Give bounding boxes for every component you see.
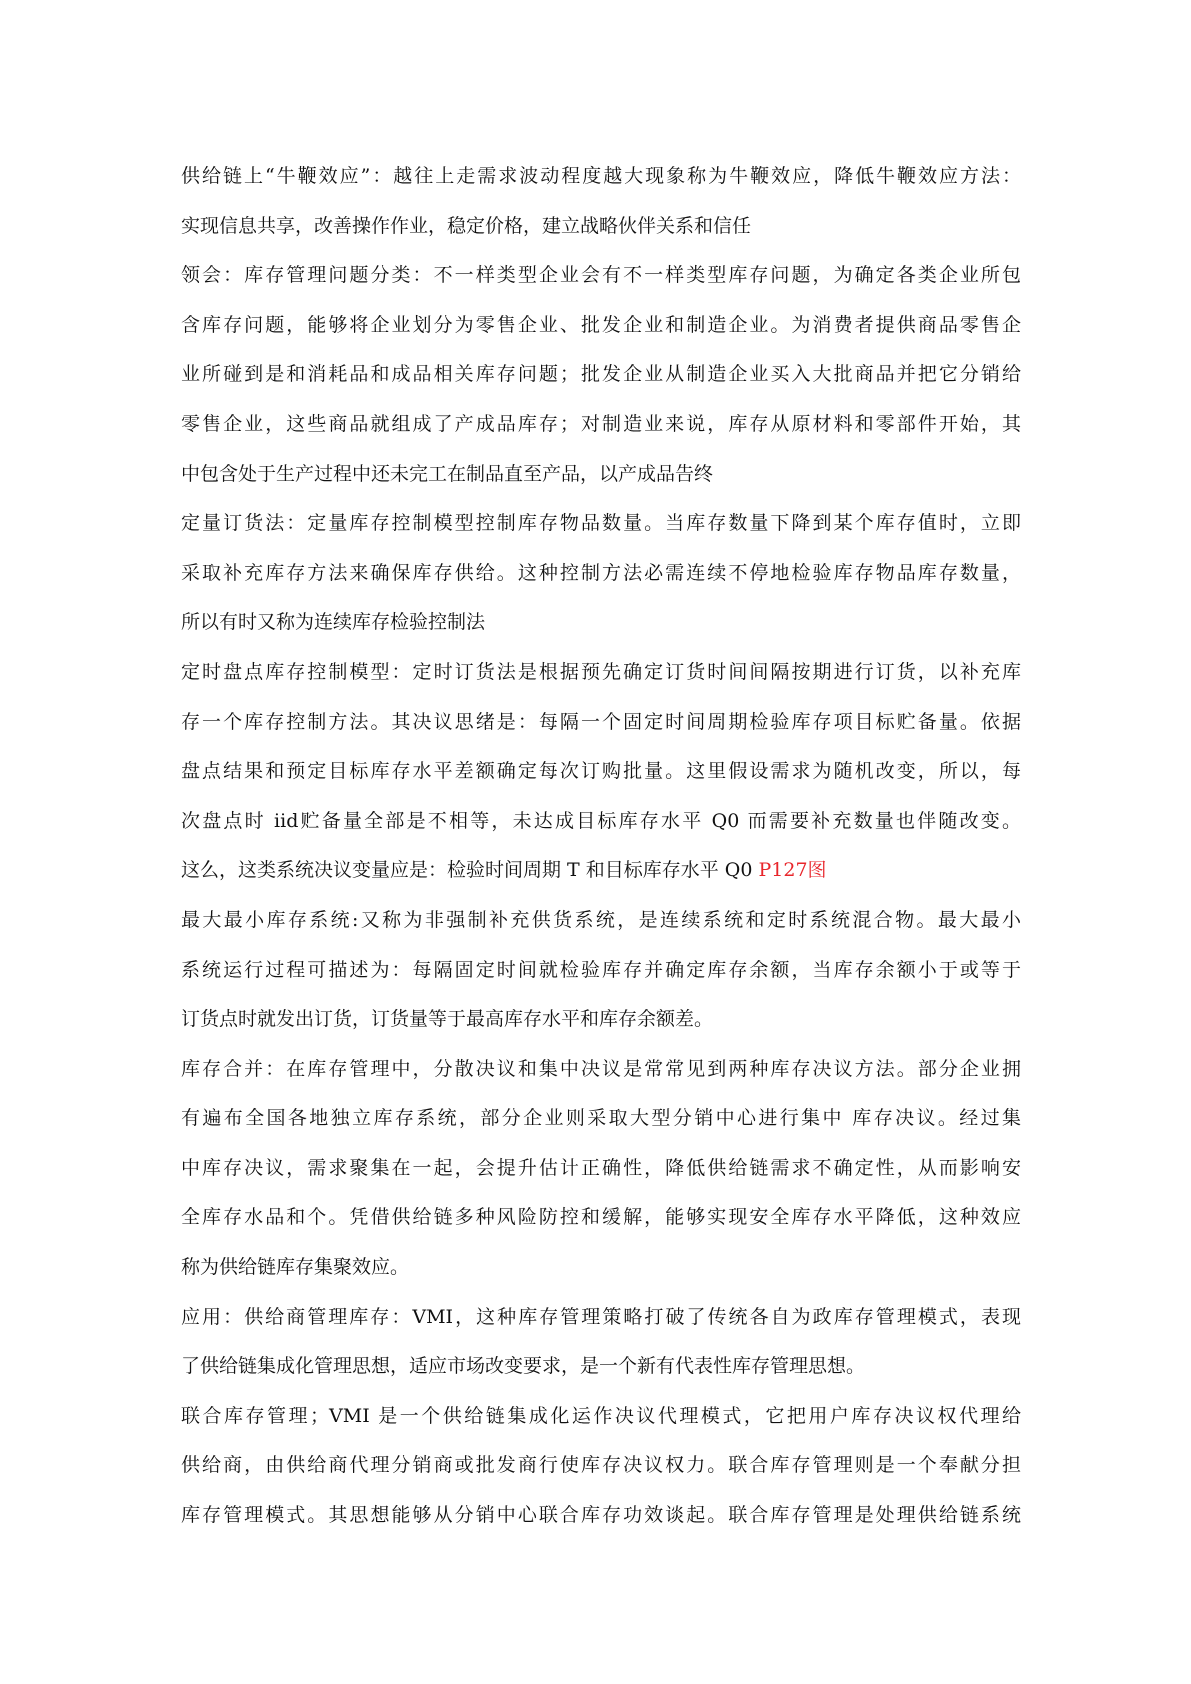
text-line <box>181 598 1021 648</box>
text-line <box>181 648 1021 698</box>
text-line-content: 联合库存管理；VMI 是一个供给链集成化运作决议代理模式，它把用户库存决议权代理给 <box>181 1404 1021 1427</box>
text-line <box>181 450 1021 500</box>
text-line <box>181 846 1021 896</box>
text-line-content: 应用：供给商管理库存：VMI，这种库存管理策略打破了传统各自为政库存管理模式，表现 <box>181 1305 1021 1328</box>
text-line-content: 库存管理模式。其思想能够从分销中心联合库存功效谈起。联合库存管理是处理供给链系统 <box>181 1504 1021 1527</box>
figure-reference: P127图 <box>758 859 827 882</box>
text-line-content: 零售企业，这些商品就组成了产成品库存；对制造业来说，库存从原材料和零部件开始，其 <box>181 412 1021 435</box>
text-line <box>181 1392 1021 1442</box>
text-line <box>181 1193 1021 1243</box>
text-line <box>181 946 1021 996</box>
text-line-content: 所以有时又称为连续库存检验控制法 <box>181 611 486 634</box>
text-line <box>181 301 1021 351</box>
text-line <box>181 1491 1021 1541</box>
text-line-content: 中库存决议，需求聚集在一起，会提升估计正确性，降低供给链需求不确定性，从而影响安 <box>181 1156 1021 1179</box>
text-line <box>181 549 1021 599</box>
text-line <box>181 698 1021 748</box>
text-line-content: 业所碰到是和消耗品和成品相关库存问题；批发企业从制造企业买入大批商品并把它分销给 <box>181 363 1021 386</box>
text-line-content: 供给商，由供给商代理分销商或批发商行使库存决议权力。联合库存管理则是一个奉献分担 <box>181 1454 1021 1477</box>
text-line-content: 采取补充库存方法来确保库存供给。这种控制方法必需连续不停地检验库存物品库存数量， <box>181 561 1021 584</box>
text-line <box>181 350 1021 400</box>
text-line <box>181 1144 1021 1194</box>
text-line-content: 存一个库存控制方法。其决议思绪是：每隔一个固定时间周期检验库存项目标贮备量。依据 <box>181 710 1021 733</box>
text-line <box>181 251 1021 301</box>
text-line-content: 供给链上“牛鞭效应”：越往上走需求波动程度越大现象称为牛鞭效应，降低牛鞭效应方法： <box>181 165 1021 187</box>
text-line-content: 系统运行过程可描述为：每隔固定时间就检验库存并确定库存余额，当库存余额小于或等于 <box>181 958 1021 981</box>
text-line <box>181 1293 1021 1343</box>
text-line-content: 中包含处于生产过程中还未完工在制品直至产品，以产成品告终 <box>181 462 714 485</box>
text-line-content: 称为供给链库存集聚效应。 <box>181 1256 410 1279</box>
text-line <box>181 1441 1021 1491</box>
text-line <box>181 400 1021 450</box>
text-line <box>181 1094 1021 1144</box>
text-line-content: 这么，这类系统决议变量应是：检验时间周期 T 和目标库存水平 Q0 <box>181 859 759 882</box>
text-line-content: 订货点时就发出订货，订货量等于最高库存水平和库存余额差。 <box>181 1008 714 1031</box>
text-line-content: 库存合并：在库存管理中，分散决议和集中决议是常常见到两种库存决议方法。部分企业拥 <box>181 1057 1021 1080</box>
text-line <box>181 1045 1021 1095</box>
text-line-content: 实现信息共享，改善操作作业，稳定价格，建立战略伙伴关系和信任 <box>181 214 752 237</box>
text-line <box>181 202 1021 252</box>
text-line <box>181 896 1021 946</box>
document-page <box>181 152 1021 1541</box>
text-line-content: 最大最小库存系统:又称为非强制补充供货系统，是连续系统和定时系统混合物。最大最小 <box>181 908 1021 931</box>
text-line-content: 有遍布全国各地独立库存系统，部分企业则采取大型分销中心进行集中 库存决议。经过集 <box>181 1107 1021 1130</box>
text-line-content: 领会：库存管理问题分类：不一样类型企业会有不一样类型库存问题，为确定各类企业所包 <box>181 264 1021 287</box>
text-line-content: 盘点结果和预定目标库存水平差额确定每次订购批量。这里假设需求为随机改变，所以，每 <box>181 760 1021 783</box>
text-line <box>181 152 1021 202</box>
text-line-content: 全库存水品和个。凭借供给链多种风险防控和缓解，能够实现安全库存水平降低，这种效应 <box>181 1206 1021 1229</box>
text-line-content: 定时盘点库存控制模型：定时订货法是根据预先确定订货时间间隔按期进行订货，以补充库 <box>181 660 1021 683</box>
text-line <box>181 797 1021 847</box>
text-line-content: 定量订货法：定量库存控制模型控制库存物品数量。当库存数量下降到某个库存值时，立即 <box>181 512 1021 535</box>
text-line <box>181 499 1021 549</box>
text-line <box>181 995 1021 1045</box>
text-line <box>181 747 1021 797</box>
text-line-content: 次盘点时 iid贮备量全部是不相等，未达成目标库存水平 Q0 而需要补充数量也伴随改变。 <box>181 809 1021 832</box>
text-line <box>181 1243 1021 1293</box>
text-line <box>181 1342 1021 1392</box>
text-line-content: 了供给链集成化管理思想，适应市场改变要求，是一个新有代表性库存管理思想。 <box>181 1355 866 1378</box>
text-line-content: 含库存问题，能够将企业划分为零售企业、批发企业和制造企业。为消费者提供商品零售企 <box>181 313 1021 336</box>
